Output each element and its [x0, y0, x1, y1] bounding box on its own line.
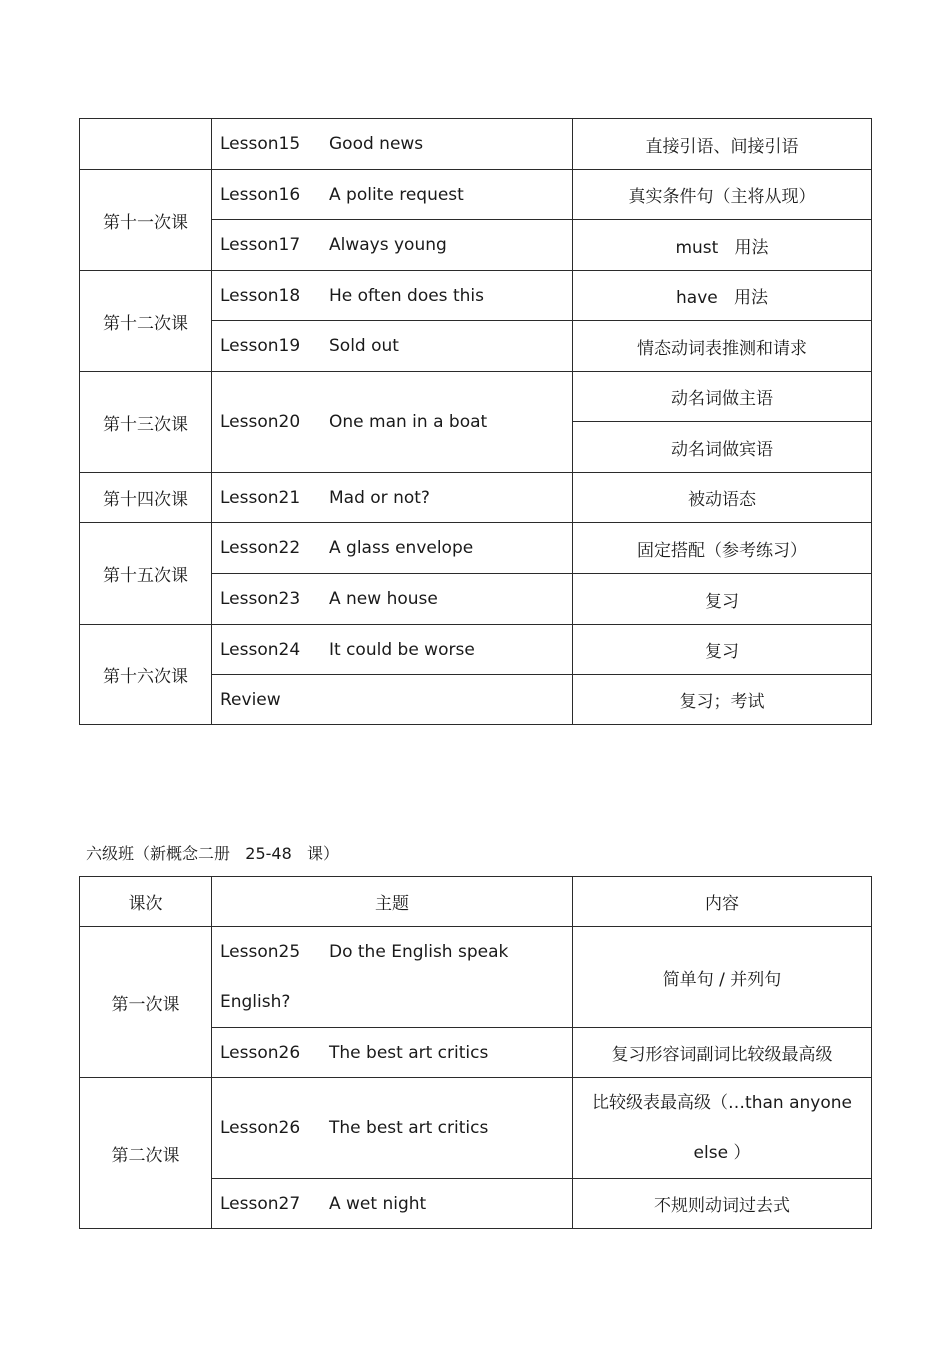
topic-cell: [212, 927, 573, 1028]
session-cell: 第十二次课: [80, 271, 212, 372]
lesson-number: Lesson23: [220, 589, 301, 609]
content-cell: 复习: [573, 574, 872, 625]
lesson-number: Lesson20: [220, 412, 301, 432]
lesson-number: Lesson19: [220, 336, 301, 356]
content-cell: 复习；考试: [573, 675, 872, 725]
content-cell: 直接引语、间接引语: [573, 119, 872, 170]
content-cell: must 用法: [573, 220, 872, 271]
topic-cell: [212, 1028, 573, 1078]
lesson-title: A wet night: [329, 1193, 427, 1214]
lesson-number: Lesson18: [220, 285, 301, 306]
lesson-number: Lesson26: [220, 1042, 301, 1063]
content-cell: 复习形容词副词比较级最高级: [573, 1028, 872, 1078]
content-cell: 比较级表最高级（…than anyone else ）: [573, 1078, 872, 1179]
content-cell: 被动语态: [573, 473, 872, 523]
lesson-title: One man in a boat: [329, 412, 488, 432]
lesson-title: The best art critics: [329, 1042, 489, 1063]
content-cell: 复习: [573, 625, 872, 675]
topic-cell: [212, 574, 573, 625]
topic-cell: [212, 119, 573, 170]
lesson-number: Lesson24: [220, 639, 301, 660]
content-cell: 简单句 / 并列句: [573, 927, 872, 1028]
column-header: 课次: [80, 877, 212, 927]
topic-cell: [212, 523, 573, 574]
topic-cell: [212, 271, 573, 321]
table-row: [80, 927, 872, 1028]
topic-cell: [212, 321, 573, 372]
topic-cell: [212, 1078, 573, 1179]
session-cell: [80, 119, 212, 170]
column-header: 主题: [212, 877, 573, 927]
table-row: [80, 170, 872, 220]
lesson-title-continued: English?: [220, 992, 291, 1012]
topic-cell: [212, 220, 573, 271]
lesson-number: Lesson27: [220, 1193, 301, 1214]
schedule-table-2: [79, 876, 872, 1229]
lesson-number: Lesson21: [220, 487, 301, 508]
table-row: [80, 473, 872, 523]
content-cell: 情态动词表推测和请求: [573, 321, 872, 372]
lesson-number: Lesson25: [220, 942, 301, 962]
table-row: [80, 372, 872, 422]
lesson-number: Lesson17: [220, 235, 301, 255]
column-header: 内容: [573, 877, 872, 927]
topic-cell: [212, 625, 573, 675]
table-row: [80, 271, 872, 321]
lesson-title: Do the English speak: [329, 942, 509, 962]
lesson-number: Lesson15: [220, 134, 301, 154]
lesson-number: Lesson22: [220, 538, 301, 558]
topic-cell: [212, 675, 573, 725]
lesson-title: Sold out: [329, 336, 399, 356]
content-cell: 动名词做主语: [573, 372, 872, 422]
session-cell: 第一次课: [80, 927, 212, 1078]
section-title: 六级班（新概念二册 25-48 课）: [86, 844, 340, 863]
session-cell: 第十一次课: [80, 170, 212, 271]
topic-cell: [212, 170, 573, 220]
table-row: [80, 625, 872, 675]
lesson-title: A glass envelope: [329, 538, 474, 558]
session-cell: 第二次课: [80, 1078, 212, 1229]
table-row: [80, 1078, 872, 1179]
topic-cell: [212, 473, 573, 523]
lesson-title: A new house: [329, 589, 438, 609]
lesson-title: A polite request: [329, 184, 464, 205]
session-cell: 第十六次课: [80, 625, 212, 725]
lesson-number: Review: [220, 689, 281, 710]
content-cell: have 用法: [573, 271, 872, 321]
lesson-title: Good news: [329, 134, 424, 154]
content-cell: 不规则动词过去式: [573, 1179, 872, 1229]
table-header-row: [80, 877, 872, 927]
topic-cell: [212, 372, 573, 473]
lesson-title: Always young: [329, 235, 447, 255]
lesson-title: Mad or not?: [329, 487, 430, 508]
topic-cell: [212, 1179, 573, 1229]
session-cell: 第十四次课: [80, 473, 212, 523]
lesson-title: He often does this: [329, 285, 484, 306]
schedule-table-1: [79, 118, 872, 725]
lesson-title: It could be worse: [329, 639, 475, 660]
content-cell: 真实条件句（主将从现）: [573, 170, 872, 220]
lesson-number: Lesson16: [220, 184, 301, 205]
content-cell: 动名词做宾语: [573, 422, 872, 473]
content-cell: 固定搭配（参考练习）: [573, 523, 872, 574]
lesson-number: Lesson26: [220, 1118, 301, 1138]
session-cell: 第十三次课: [80, 372, 212, 473]
table-row: [80, 119, 872, 170]
table-row: [80, 523, 872, 574]
session-cell: 第十五次课: [80, 523, 212, 625]
lesson-title: The best art critics: [329, 1118, 489, 1138]
